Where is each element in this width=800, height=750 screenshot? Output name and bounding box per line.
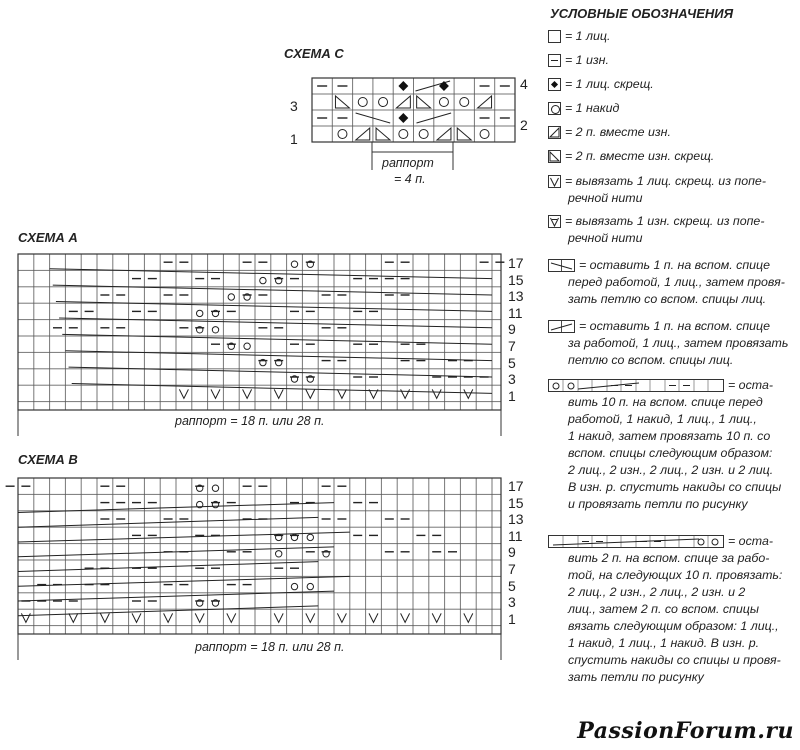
row-label: 13	[508, 288, 524, 305]
legend-item-k2tog-purl-twisted: = 2 п. вместе изн. скрещ.	[548, 148, 798, 165]
legend-item-purl: = 1 изн.	[548, 52, 798, 69]
row-label: 1	[508, 387, 516, 404]
scheme-c-row-3: 3	[290, 98, 298, 114]
row-label: 17	[508, 255, 524, 271]
row-label: 15	[508, 494, 524, 511]
legend-item-cable-10-front: = оста- вить 10 п. на вспом. спице перед работой, 1 накид, 1 лиц., 1 лиц., 1 накид, затем провязать 10 п. со вспом. спицы следующим образом: 2 лиц., 2 изн., 2 лиц., 2 изн. и 2 лиц. В изн. р. спустить накиды со спицы и провязать петли по рисунку	[548, 377, 798, 513]
cross-back-icon	[548, 320, 575, 333]
scheme-b-grid	[6, 478, 501, 660]
make-one-knit-v-icon	[548, 175, 561, 188]
row-label: 15	[508, 271, 524, 288]
cable-2-back-icon	[548, 535, 724, 548]
legend-item-make-one-purl: = вывязать 1 изн. скрещ. из попе- речной нити	[548, 213, 798, 247]
row-label: 3	[508, 594, 516, 611]
scheme-c-row-4: 4	[520, 76, 528, 92]
legend-item-cross-front: = оставить 1 п. на вспом. спице перед работой, 1 лиц., затем провя- зать петлю со вспом. спицы лиц.	[548, 257, 798, 308]
row-label: 3	[508, 371, 516, 388]
scheme-c-caption-line1: раппорт	[382, 156, 434, 170]
legend-item-make-one-knit: = вывязать 1 лиц. скрещ. из попе- речной нити	[548, 173, 798, 207]
scheme-c-title: СХЕМА С	[284, 46, 344, 61]
make-one-purl-v-icon	[548, 215, 561, 228]
cross-front-icon	[548, 259, 575, 272]
k2tog-purl-twisted-triangle-icon	[548, 150, 561, 163]
row-label: 9	[508, 321, 516, 338]
knit-square-icon	[548, 30, 561, 43]
scheme-c-row-1: 1	[290, 131, 298, 147]
legend-item-knit: = 1 лиц.	[548, 28, 798, 45]
scheme-c-row-2: 2	[520, 117, 528, 133]
row-label: 13	[508, 511, 524, 528]
yarn-over-circle-icon	[548, 102, 561, 115]
scheme-b-title: СХЕМА В	[18, 452, 78, 467]
scheme-a-title: СХЕМА А	[18, 230, 78, 245]
row-label: 5	[508, 354, 516, 371]
row-label: 1	[508, 610, 516, 627]
legend-item-twisted-knit: = 1 лиц. скрещ.	[548, 76, 798, 93]
row-label: 7	[508, 338, 516, 354]
twisted-knit-diamond-icon	[548, 78, 561, 91]
legend-item-yarn-over: = 1 накид	[548, 100, 798, 117]
legend-item-cross-back: = оставить 1 п. на вспом. спице за работой, 1 лиц., затем провязать петлю со вспом. спицы лиц.	[548, 318, 798, 369]
row-label: 9	[508, 544, 516, 561]
cable-10-front-icon	[548, 379, 724, 392]
watermark: PassionForum.ru	[577, 718, 794, 744]
row-label: 5	[508, 577, 516, 594]
row-label: 7	[508, 561, 516, 577]
legend-item-k2tog-purl: = 2 п. вместе изн.	[548, 124, 798, 141]
row-label: 11	[508, 527, 523, 544]
purl-dash-icon	[548, 54, 561, 67]
row-label: 11	[508, 304, 523, 321]
scheme-a-caption: раппорт = 18 п. или 28 п.	[175, 414, 325, 428]
row-label: 17	[508, 478, 524, 494]
k2tog-purl-triangle-icon	[548, 126, 561, 139]
scheme-b-caption: раппорт = 18 п. или 28 п.	[195, 640, 345, 654]
legend-item-cable-2-back: = оста- вить 2 п. на вспом. спице за рабо- той, на следующих 10 п. провязать: 2 лиц., 2 изн., 2 лиц., 2 изн. и 2 лиц., затем 2 п. со вспом. спицы вязать следующим образом: 1 лиц., 1 накид, 1 лиц., 1 накид. В изн. р. спустить накиды со спицы и провя- зать петли по рисунку	[548, 533, 798, 686]
scheme-c-caption-line2: = 4 п.	[394, 172, 426, 186]
legend-title: УСЛОВНЫЕ ОБОЗНАЧЕНИЯ	[550, 6, 734, 21]
scheme-a-grid	[18, 254, 504, 436]
